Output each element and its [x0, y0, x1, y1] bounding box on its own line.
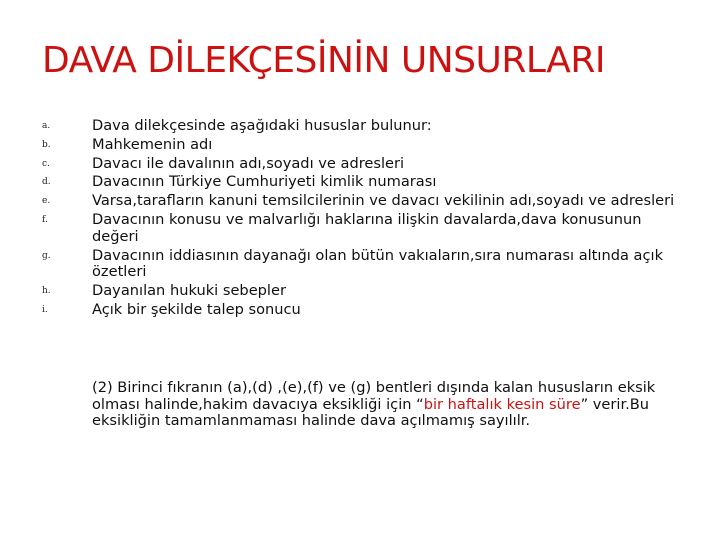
- note-highlight: bir haftalık kesin süre: [423, 395, 581, 413]
- list-item: [0, 191, 720, 210]
- list-marker: g.: [42, 250, 51, 261]
- note-text-before: (2) Birinci fıkranın (a),(d) ,(e),(f) ve (g) bentleri dışında kalan hususların eksik olması halinde,hakim davacıya eksikliği için “: [92, 379, 656, 413]
- list-item: [0, 172, 720, 191]
- list-item-text: Davacı ile davalının adı,soyadı ve adresleri: [92, 154, 405, 172]
- list-item: [0, 154, 720, 173]
- slide-title: DAVA DİLEKÇESİNİN UNSURLARI: [42, 40, 605, 81]
- list-marker: c.: [42, 158, 50, 169]
- list-item-text: Davacının konusu ve malvarlığı haklarına ilişkin davalarda,dava konusunun değeri: [92, 210, 642, 245]
- list-marker: e.: [42, 196, 51, 207]
- list-item: [0, 135, 720, 154]
- note-paragraph: [0, 380, 720, 430]
- list-marker: i.: [42, 304, 48, 315]
- list-item-text: Dava dilekçesinde aşağıdaki hususlar bulunur:: [92, 117, 432, 134]
- list-item-text: Açık bir şekilde talep sonucu: [92, 300, 301, 318]
- list-item: [0, 281, 720, 300]
- note-text: [92, 380, 692, 430]
- list-item: [0, 246, 720, 282]
- list-item-text: Dayanılan hukuki sebepler: [92, 282, 286, 300]
- list-marker: b.: [42, 139, 51, 150]
- list-marker: a.: [42, 121, 51, 131]
- list-marker: d.: [42, 177, 51, 188]
- note-text-after: ” verir.Bu eksikliğin tamamlanmaması halinde dava açılmamış sayılılr.: [92, 395, 650, 429]
- list-item-text: Mahkemenin adı: [92, 135, 213, 153]
- list-item: [0, 210, 720, 246]
- list-item-text: Davacının iddiasının dayanağı olan bütün vakıaların,sıra numarası altında açık özetleri: [92, 246, 664, 281]
- list-item: [0, 116, 720, 135]
- list-marker: h.: [42, 286, 51, 297]
- list-marker: f.: [42, 214, 48, 225]
- list-item-text: Varsa,tarafların kanuni temsilcilerinin ve davacı vekilinin adı,soyadı ve adresleri: [92, 192, 675, 210]
- list-item-text: Davacının Türkiye Cumhuriyeti kimlik numarası: [92, 173, 437, 191]
- list-item: [0, 300, 720, 319]
- requirements-list: [0, 116, 720, 319]
